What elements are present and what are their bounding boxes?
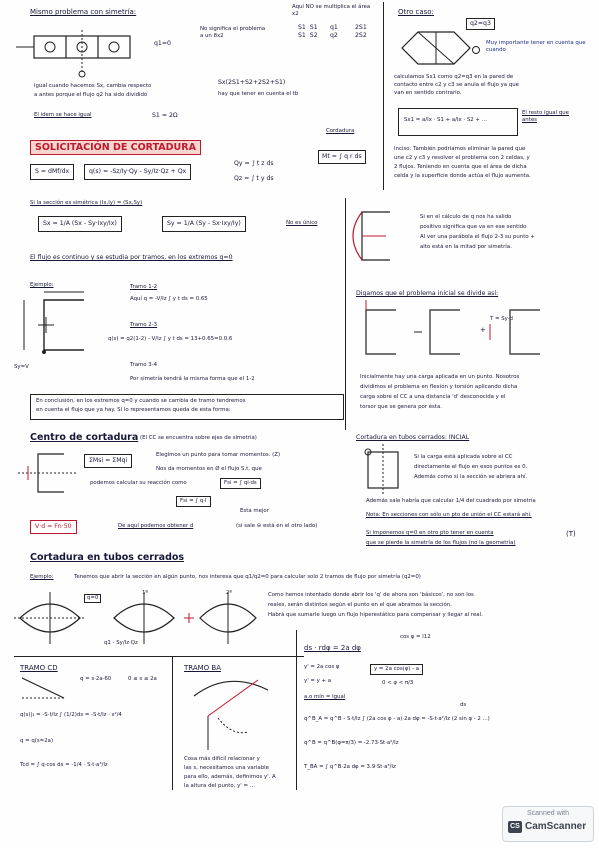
line-idem: El idem se hace igual	[34, 112, 92, 118]
eq-vd: V·d = Fn·50	[30, 520, 77, 534]
tubos-a4: Además sale habría que calcular 1/4 del cuadrado por simetría	[366, 498, 536, 504]
rm-p3: Al ver una parábola el flujo 2-3 su punto +	[420, 234, 535, 240]
tramo-ba-title: TRAMO BA	[184, 664, 222, 672]
rm-p1: Si en el cálculo de q nos ha salido	[420, 214, 512, 220]
cerrados-ejemplo: Ejemplo:	[30, 574, 54, 580]
note-calculamos: calculamos Sx1 como q2=q3 en la pared de	[394, 74, 514, 80]
tubos-title: Cortadura en tubos cerrados: INCIAL	[356, 434, 470, 441]
rm-p2: positivo significa que va en ese sentido	[420, 224, 527, 230]
eq-y1: y' = 2a cos φ	[304, 664, 340, 670]
fig-2: 2º	[226, 590, 232, 596]
fig-1: 1º	[142, 590, 148, 596]
symmetry-title: Mismo problema con simetría:	[30, 8, 137, 16]
eq-t-sy-d: T = Sy·d	[490, 316, 513, 322]
tramo-cd-figure	[20, 676, 72, 702]
matrix-a: S1 S1 S1 S2	[298, 24, 318, 39]
eq-msi-mqi: ΣMsi = ΣMqi	[84, 454, 132, 468]
eq-sx-sym: Sx(2S1+S2+2S2+S1)	[218, 79, 286, 86]
rm-par4: torsor que se genera por ésta.	[360, 404, 442, 410]
fig-q0: q=0	[84, 594, 101, 603]
decomposition-figure	[356, 304, 592, 360]
camscanner-badge	[502, 806, 594, 842]
plus-sign: +	[480, 326, 486, 334]
divide-asi: Digamos que el problema inicial se divide así:	[356, 290, 499, 297]
eq-tramo-34: Por simetría tendrá la misma forma que el 1-2	[130, 376, 255, 382]
de-aqui-d: De aquí podemos obtener d	[118, 523, 194, 529]
ba-text-4: la altura del punto, y' = ...	[184, 783, 255, 789]
line-igual-2: a antes porque el flujo q2 ha sido dividido	[34, 92, 148, 98]
rm-par2: dividimos el problema en flexión y torsión aplicando dicha	[360, 384, 518, 390]
eq-ds: ds · rdφ = 2a dφ	[304, 644, 361, 652]
centro-paren: (El CC se encuentra sobre ejes de simetría)	[140, 435, 257, 441]
matrix-b: q1 q2	[330, 24, 338, 39]
otro-caso-title: Otro caso:	[398, 8, 434, 16]
inciso-3: 2 flujos. Teniendo en cuenta que el área de dicha	[394, 164, 527, 170]
ba-text-3: para ello, además, definimos y'. A	[184, 774, 276, 780]
tramo-34: Tramo 3-4	[130, 362, 158, 368]
centro-e2: Nos da momentos en Ø el flujo S.t, que	[156, 466, 262, 472]
tubos-a1: Si la carga está aplicada sobre el CC	[414, 454, 513, 460]
cerrados-title: Cortadura en tubos cerrados	[30, 552, 185, 563]
eq-fq: Fsi = ∫ q·l	[176, 496, 211, 507]
cerrados-intro: Tenemos que abrir la sección en algún punto, nos interesa que q1/q2=0 para calcular solo 2 tramos de flujo por simetría (q2=0)	[74, 574, 421, 580]
eq-qz: Qz = ∫ t y ds	[234, 175, 274, 182]
note-contacto: contacto entre c2 y c3 se anula el flujo ya que	[394, 82, 519, 88]
eq-s1: S1 = 2Ω	[152, 112, 178, 119]
divider-bottom-v1	[172, 656, 173, 790]
tramo-23: Tramo 2-3	[130, 322, 158, 328]
centro-section-figure	[14, 450, 78, 496]
eq-y4: 0 < φ < π/3	[382, 680, 414, 686]
tubos-a2: directamente el flujo en esos puntos es 0.	[414, 464, 528, 470]
note-not-multiply: Aquí NO se multiplica el área x2	[292, 4, 371, 17]
camscanner-logo-icon: CS	[508, 821, 522, 833]
eq-y2: y' = y + a	[304, 678, 332, 684]
eq-tcd: Tcd = ∫ q·cos ds = -1/4 · S·t·a³/Iz	[20, 762, 108, 768]
eq-q-cd: q(s)|₁ = -S·t/Iz ∫ (1/2)ds = -S·t/Iz · s²/4	[20, 712, 122, 718]
ba-text-1: Cosa más difícil relacionar y	[184, 756, 260, 762]
eq-y3: y = 2a cos(φ) - a	[370, 664, 423, 675]
tramo-12: Tramo 1-2	[130, 284, 158, 290]
eq-cd: q = s·2a·60	[80, 676, 112, 682]
eq-sy-box: Sy = 1/A (Sy - Sx·Ixy/Iy)	[162, 216, 246, 232]
t-label: (T)	[566, 530, 576, 538]
column-divider-mid	[345, 198, 346, 430]
rm-p4: alto está en la mitad por simetría.	[420, 244, 512, 250]
eq-cd-range: 0 ≤ s ≤ 2a	[128, 676, 157, 682]
hex-cells-figure	[396, 28, 482, 68]
sy-v-label: Sy=V	[14, 364, 29, 370]
centro-e1: Elegimos un punto para tomar momentos. (Z)	[156, 452, 281, 458]
cerrados-note3: Habrá que sumarle luego un flujo hiperestático para compensar y llegar al real.	[268, 612, 483, 618]
tubos-figure	[360, 444, 404, 496]
flujo-continuo: El flujo es continuo y se estudia por tramos, en los extremos q=0	[30, 254, 233, 261]
inciso-4: celda y la superficie donde actúa el flujo aumenta.	[394, 173, 531, 179]
ejemplo-label: Ejemplo:	[30, 282, 54, 288]
eq-q-general: q(s) = -Sz/Iy·Qy - Sy/Iz·Qz + Qx	[84, 164, 191, 180]
tramo-ba-figure	[188, 676, 288, 752]
eq-tramo-23: q(s) = q2(1-2) - V/Iz ∫ y t ds = 13+0.65=0.0.6	[108, 336, 233, 342]
eq-tba: T_BA = ∫ q^B·2a dφ = 3.9·St·a³/Iz	[304, 764, 396, 770]
ba-text-2: las s, necesitamos una variable	[184, 765, 269, 771]
simetric-line: Si la sección es simétrica (Ix,Iy) = (Sx,Sy)	[30, 200, 143, 206]
note-importante: Muy importante tener en cuenta que cuando	[486, 40, 586, 53]
note-sentido: van en sentido contrario.	[394, 90, 462, 96]
inciso-2: une c2 y c3 y resolver el problema con 2 celdas, y	[394, 155, 530, 161]
sx1-label: Sx1 = a/Ix · S1 + a/Ix · S2 + …	[404, 117, 488, 123]
centro-title: Centro de cortadura	[30, 432, 139, 443]
c-section-figure	[14, 290, 98, 362]
torsion-label: Cordadura	[326, 128, 355, 134]
camscanner-brand: CamScanner	[525, 821, 587, 832]
eq-torsion: Mt = ∫ q r ds	[318, 150, 366, 164]
tubos-nota: Nota: En secciones con sólo un pto de unión el CC estará ahí.	[366, 512, 532, 518]
scanned-with-caption: Scanned with	[526, 810, 570, 817]
eq-qy: Qy = ∫ t z ds	[234, 160, 274, 167]
eq-q-cd-end: q = q(s=2a)	[20, 738, 54, 744]
eq-q1-zero: q1=0	[154, 40, 171, 47]
text-hay-que: hay que tener en cuenta el tb	[218, 91, 299, 97]
rm-par1: Inicialmente hay una carga aplicada en un punto. Nosotros	[360, 374, 520, 380]
cerrados-note1: Como hemos intentado donde abrir los 'q' de ahora son 'básicos', no son los	[268, 592, 474, 598]
closed-tubes-figure	[14, 588, 262, 654]
inciso-1: Inciso: También podríamos eliminar la pared que	[394, 146, 526, 152]
solicitacion-title: SOLICITACIÓN DE CORTADURA	[30, 140, 201, 155]
centro-e3: podemos calcular su reacción como	[90, 480, 187, 486]
parabola-flow-figure	[350, 208, 396, 264]
eq-tramo-12: Aquí q = -V/Iz ∫ y t ds = 0.65	[130, 296, 208, 302]
note-resto-igual: El resto igual que antes	[522, 110, 569, 123]
esta-mejor: Esta mejor	[240, 508, 269, 514]
column-divider-top	[383, 2, 384, 190]
eq-s-dmf: S = dMf/dx	[30, 164, 74, 180]
divider-bottom-v2	[296, 630, 297, 790]
eq-qb: q^B = q^B(φ=π/3) = -2.73·St·a²/Iz	[304, 740, 399, 746]
symmetric-cells-figure	[12, 30, 142, 80]
divider-bottom	[14, 656, 304, 657]
eq-q1-cerrados: q1 - Sy/Iz·Qz	[104, 640, 138, 646]
eq-fsi: Fsi = ∫ qi·ds	[220, 478, 261, 489]
tubos-a6: que se pierde la simetría de los flujos (no la geometría)	[366, 540, 516, 546]
eq-qba: q^B_A = q^B - S·t/Iz ∫ (2a cos φ - a)·2a dφ = -S·t·a²/Iz (2 sin φ - 2 ...)	[304, 716, 490, 722]
cos-label: cos φ = l12	[400, 634, 431, 640]
tubos-a5: Si imponemos q=0 en otro pto tener en cuenta	[366, 530, 494, 536]
conclusion-1: En conclusión, en los extremos q=0 y cuando se cambia de tramo tendremos	[36, 398, 246, 404]
q2-q3-box: q2=q3	[466, 18, 495, 30]
conclusion-2: en cuenta el flujo que ya hay. Si lo representamos queda de esta forma:	[36, 407, 231, 413]
line-igual-1: igual cuando hacemos Sx, cambia respecto	[34, 83, 152, 89]
cerrados-note2: reales, serán distintos según el punto en el que abramos la sección.	[268, 602, 452, 608]
matrix-c: 2S1 2S2	[355, 24, 367, 39]
a-min: a.o mín = lgual	[304, 694, 346, 700]
tramo-cd-title: TRAMO CD	[20, 664, 58, 672]
no-es-unico: No es único	[286, 220, 318, 226]
ds-label: ds	[460, 702, 467, 708]
note-not-significa: No significa el problema a un 8x2	[200, 26, 266, 39]
tubos-a3: Además como si la sección se abriera ahí.	[414, 474, 528, 480]
rm-par3: carga sobre el CC a una distancia 'd' desconocida y el	[360, 394, 506, 400]
eq-sx-box: Sx = 1/A (Sx - Sy·Ixy/Ix)	[38, 216, 122, 232]
sale-otro-lado: (si sale ⊖ está en el otro lado)	[236, 523, 318, 529]
